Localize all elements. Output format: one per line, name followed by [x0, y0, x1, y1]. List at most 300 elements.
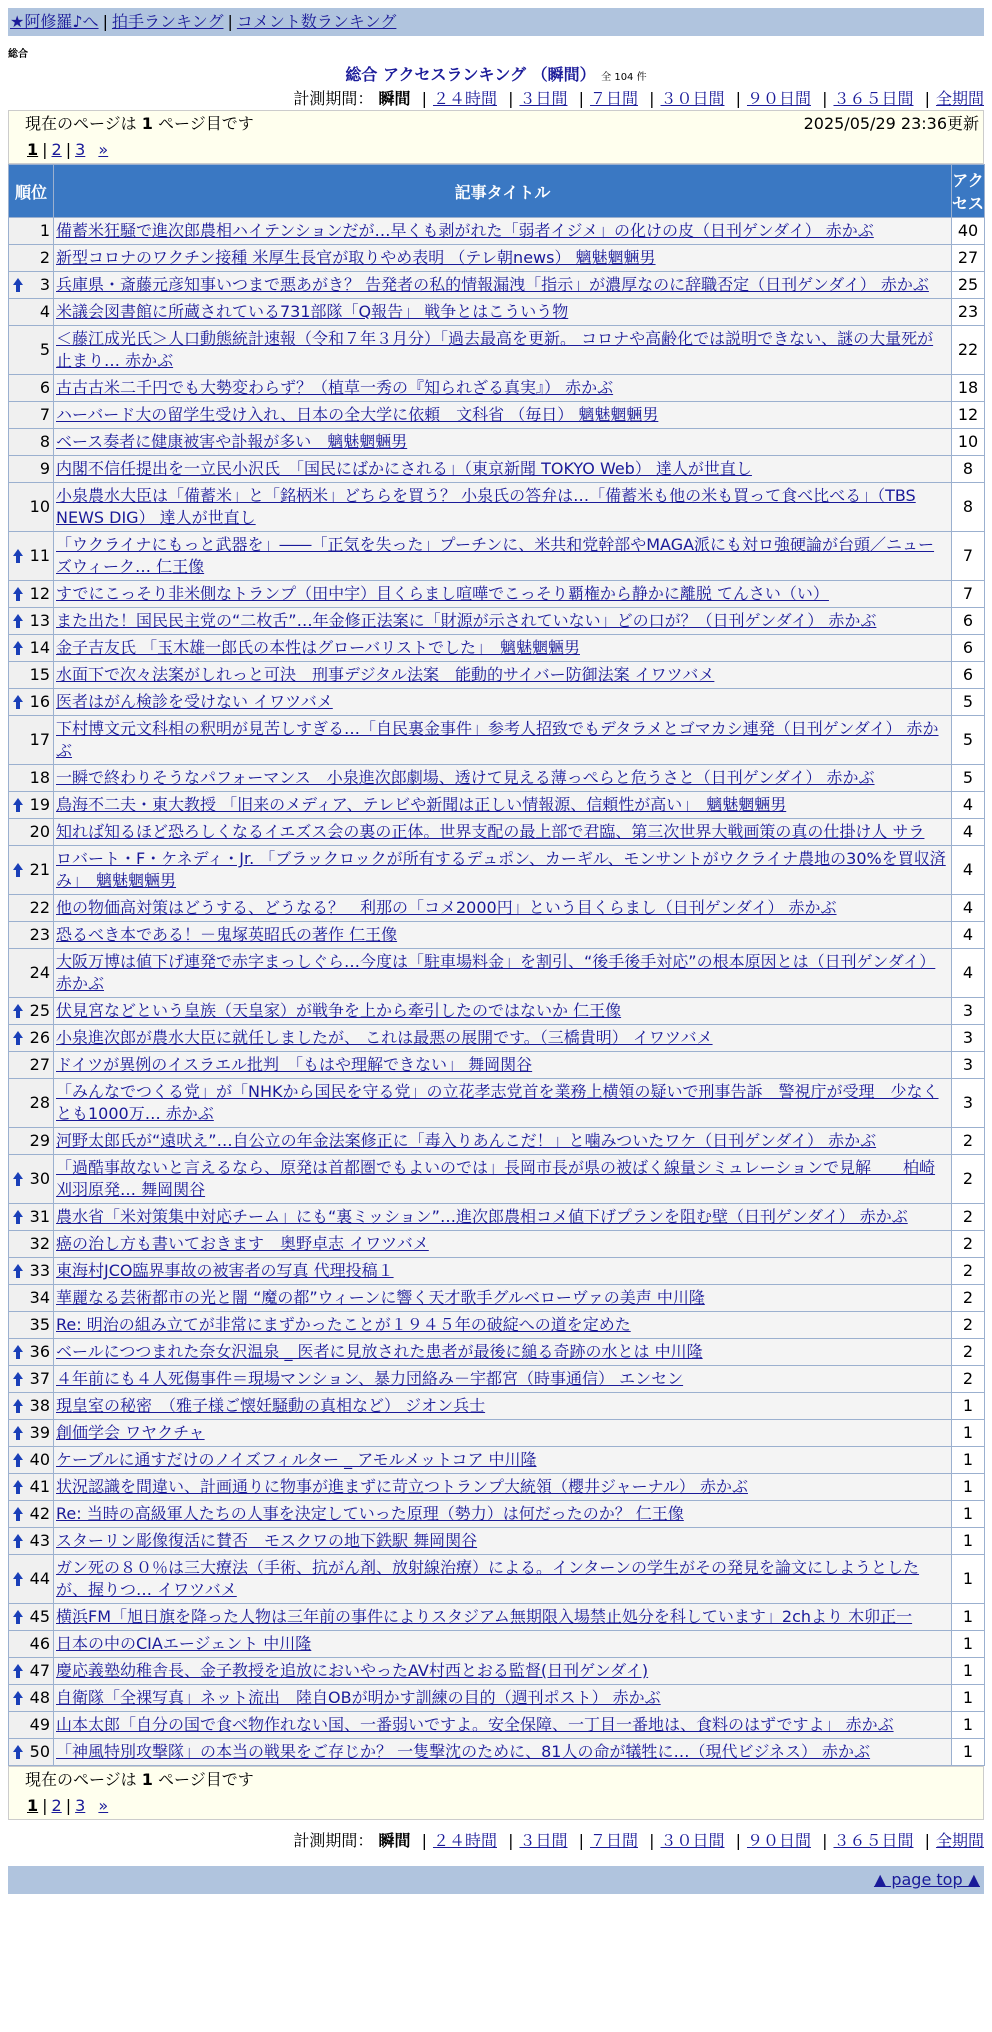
article-title-link[interactable]: 東海村JCO臨界事故の被害者の写真 代理投稿１ — [56, 1261, 394, 1280]
rank-number: 37 — [29, 1369, 50, 1388]
rank-cell — [9, 483, 54, 532]
table-row — [9, 1204, 985, 1231]
table-row — [9, 819, 985, 846]
rank-number: 5 — [39, 340, 50, 359]
table-header-row — [9, 165, 985, 218]
article-title-link[interactable]: 創価学会 ワヤクチャ — [56, 1423, 205, 1442]
rank-cell — [9, 1025, 54, 1052]
rank-up-arrow-icon — [12, 1030, 24, 1046]
title-cell — [54, 456, 952, 483]
article-title-link[interactable]: 恐るべき本である！－鬼塚英昭氏の著作 仁王像 — [56, 925, 398, 944]
title-cell — [54, 245, 952, 272]
article-title-link[interactable]: 農水省「米対策集中対応チーム」にも“裏ミッション”…進次郎農相コメ値下げプランを阻む壁（日刊ゲンダイ） 赤かぶ — [56, 1207, 908, 1226]
access-count: 2 — [952, 1155, 985, 1204]
title-cell — [54, 1079, 952, 1128]
period-current: 瞬間 — [378, 1831, 411, 1850]
period-separator: | — [578, 1831, 584, 1850]
rank-cell — [9, 1631, 54, 1658]
period-separator: | — [822, 89, 828, 108]
title-cell — [54, 299, 952, 326]
pager-current-number: 1 — [141, 1770, 153, 1789]
article-title-link[interactable]: 小泉進次郎が農水大臣に就任しましたが、 これは最悪の展開です。（三橋貴明） イワツバメ — [56, 1028, 713, 1047]
table-row — [9, 1312, 985, 1339]
article-title-link[interactable]: 「過酷事故ないと言えるなら、原発は首都圏でもよいのでは」長岡市長が県の被ばく線量シミュレーションで見解 柏崎刈羽原発… 舞岡関谷 — [56, 1158, 936, 1199]
table-row — [9, 429, 985, 456]
title-cell — [54, 1339, 952, 1366]
rank-number: 14 — [29, 638, 50, 657]
rank-number: 35 — [29, 1315, 50, 1334]
title-cell — [54, 1393, 952, 1420]
table-row — [9, 792, 985, 819]
period-365d-link[interactable]: ３６５日間 — [833, 89, 914, 108]
table-row — [9, 895, 985, 922]
access-count: 1 — [952, 1393, 985, 1420]
total-count: 全 104 件 — [601, 72, 647, 83]
article-title-link[interactable]: また出た！国民民主党の“二枚舌”…年金修正法案に「財源が示されていない」どの口が？（日刊ゲンダイ） 赤かぶ — [56, 611, 877, 630]
rank-up-arrow-icon — [12, 797, 24, 813]
access-count: 2 — [952, 1312, 985, 1339]
table-row — [9, 1631, 985, 1658]
rank-number: 1 — [39, 221, 50, 240]
period-label: 計測期間： — [293, 1831, 374, 1850]
pager-bottom — [8, 1766, 984, 1820]
article-title-link[interactable]: Re: 当時の高級軍人たちの人事を決定していった原理（勢力）は何だったのか？ 仁王像 — [56, 1504, 684, 1523]
table-row — [9, 1739, 985, 1766]
rank-number: 34 — [29, 1288, 50, 1307]
table-row — [9, 456, 985, 483]
rank-cell — [9, 1528, 54, 1555]
article-title-link[interactable]: 兵庫県・斎藤元彦知事いつまで悪あがき？ 告発者の私的情報漏洩「指示」が濃厚なのに辞職否定（日刊ゲンダイ） 赤かぶ — [56, 275, 929, 294]
access-count: 1 — [952, 1712, 985, 1739]
rank-up-arrow-icon — [12, 1344, 24, 1360]
rank-number: 45 — [29, 1607, 50, 1626]
table-row — [9, 922, 985, 949]
title-cell — [54, 1685, 952, 1712]
article-title-link[interactable]: 医者はがん検診を受けない イワツバメ — [56, 692, 333, 711]
title-cell — [54, 326, 952, 375]
article-title-link[interactable]: ケーブルに通すだけのノイズフィルター _ アモルメットコア 中川隆 — [56, 1450, 537, 1469]
rank-cell — [9, 245, 54, 272]
ranking-table — [8, 164, 985, 1766]
rank-number: 33 — [29, 1261, 50, 1280]
rank-cell — [9, 1155, 54, 1204]
table-row — [9, 1285, 985, 1312]
rank-up-arrow-icon — [12, 1425, 24, 1441]
period-current: 瞬間 — [378, 89, 411, 108]
access-count: 5 — [952, 716, 985, 765]
article-title-link[interactable]: ハーバード大の留学生受け入れ、日本の全大学に依頼 文科省 （毎日） 魑魅魍魎男 — [56, 405, 659, 424]
access-count: 2 — [952, 1285, 985, 1312]
period-separator: | — [924, 1831, 930, 1850]
rank-up-arrow-icon — [12, 1171, 24, 1187]
table-row — [9, 1474, 985, 1501]
rank-cell — [9, 1555, 54, 1604]
period-separator: | — [649, 89, 655, 108]
access-count: 1 — [952, 1528, 985, 1555]
rank-number: 23 — [29, 925, 50, 944]
pager-next-link[interactable]: » — [98, 1796, 109, 1815]
article-title-link[interactable]: 金子吉友氏 「玉木雄一郎氏の本性はグローバリストでした」 魑魅魍魎男 — [56, 638, 580, 657]
table-row — [9, 299, 985, 326]
rank-cell — [9, 1258, 54, 1285]
article-title-link[interactable]: Re: 明治の組み立てが非常にまずかったことが１９４５年の破綻への道を定めた — [56, 1315, 631, 1334]
access-count: 40 — [952, 218, 985, 245]
title-cell — [54, 429, 952, 456]
rank-number: 9 — [39, 459, 50, 478]
period-separator: | — [649, 1831, 655, 1850]
access-count: 4 — [952, 895, 985, 922]
table-row — [9, 998, 985, 1025]
article-title-link[interactable]: ４年前にも４人死傷事件＝現場マンション、暴力団絡み－宇都宮（時事通信） エンセン — [56, 1369, 684, 1388]
access-count: 3 — [952, 1025, 985, 1052]
rank-up-arrow-icon — [12, 1371, 24, 1387]
rank-up-arrow-icon — [12, 586, 24, 602]
table-row — [9, 716, 985, 765]
article-title-link[interactable]: 現皇室の秘密 （雅子様ご懐妊騒動の真相など） ジオン兵士 — [56, 1396, 486, 1415]
nav-separator: | — [102, 12, 108, 31]
access-count: 8 — [952, 483, 985, 532]
page-title-text: 総合 アクセスランキング （瞬間） — [345, 65, 596, 84]
rank-up-arrow-icon — [12, 1398, 24, 1414]
article-title-link[interactable]: ベールにつつまれた奈女沢温泉 _ 医者に見放された患者が最後に縋る奇跡の水とは 中川隆 — [56, 1342, 703, 1361]
rank-number: 18 — [29, 768, 50, 787]
article-title-link[interactable]: 備蓄米狂騒で進次郎農相ハイテンションだが…早くも剥がれた「弱者イジメ」の化けの皮（日刊ゲンダイ） 赤かぶ — [56, 221, 874, 240]
rank-number: 26 — [29, 1028, 50, 1047]
rank-cell — [9, 895, 54, 922]
applause-ranking-link[interactable]: 拍手ランキング — [111, 12, 224, 31]
table-row — [9, 532, 985, 581]
period-365d-link[interactable]: ３６５日間 — [833, 1831, 914, 1850]
title-cell — [54, 1366, 952, 1393]
rank-cell — [9, 532, 54, 581]
period-separator: | — [924, 89, 930, 108]
rank-number: 7 — [39, 405, 50, 424]
access-count: 18 — [952, 375, 985, 402]
column-header-title: 記事タイトル — [54, 165, 952, 218]
nav-separator: | — [227, 12, 233, 31]
access-count: 4 — [952, 949, 985, 998]
article-title-link[interactable]: 新型コロナのワクチン接種 米厚生長官が取りやめ表明 （テレ朝news） 魑魅魍魎男 — [56, 248, 656, 267]
article-title-link[interactable]: 知れば知るほど恐ろしくなるイエズス会の裏の正体。世界支配の最上部で君臨、第三次世界大戦画策の真の仕掛け人 サラ — [56, 822, 925, 841]
table-row — [9, 581, 985, 608]
period-7d-link[interactable]: ７日間 — [589, 89, 638, 108]
pager-status — [9, 1767, 983, 1793]
article-title-link[interactable]: 横浜FM「旭日旗を降った人物は三年前の事件によりスタジアム無期限入場禁止処分を科しています」2chより 木卯正一 — [56, 1607, 913, 1626]
access-count: 4 — [952, 922, 985, 949]
rank-number: 42 — [29, 1504, 50, 1523]
rank-number: 21 — [29, 860, 50, 879]
rank-up-arrow-icon — [12, 1663, 24, 1679]
rank-cell — [9, 1231, 54, 1258]
column-header-access: アクセス — [952, 165, 985, 218]
pager-page-2-link[interactable]: 2 — [51, 1796, 62, 1815]
table-row — [9, 272, 985, 299]
rank-cell — [9, 1312, 54, 1339]
table-row — [9, 245, 985, 272]
rank-cell — [9, 662, 54, 689]
table-row — [9, 608, 985, 635]
table-row — [9, 326, 985, 375]
rank-up-arrow-icon — [12, 1452, 24, 1468]
title-cell — [54, 1658, 952, 1685]
rank-cell — [9, 1501, 54, 1528]
rank-number: 36 — [29, 1342, 50, 1361]
period-3d-link[interactable]: ３日間 — [519, 89, 568, 108]
rank-up-arrow-icon — [12, 1533, 24, 1549]
title-cell — [54, 1312, 952, 1339]
pager-page-3-link[interactable]: 3 — [75, 1796, 86, 1815]
title-cell — [54, 1739, 952, 1766]
title-cell — [54, 1528, 952, 1555]
access-count: 22 — [952, 326, 985, 375]
rank-up-arrow-icon — [12, 640, 24, 656]
rank-cell — [9, 689, 54, 716]
article-title-link[interactable]: 古古古米二千円でも大勢変わらず？（植草一秀の『知られざる真実』） 赤かぶ — [56, 378, 614, 397]
rank-cell — [9, 949, 54, 998]
pager-page-2-link[interactable]: 2 — [51, 140, 62, 159]
rank-cell — [9, 299, 54, 326]
access-count: 5 — [952, 765, 985, 792]
table-row — [9, 1366, 985, 1393]
rank-number: 29 — [29, 1131, 50, 1150]
access-count: 6 — [952, 662, 985, 689]
article-title-link[interactable]: 華麗なる芸術都市の光と闇 “魔の都”ウィーンに響く天才歌手グルベローヴァの美声 中川隆 — [56, 1288, 705, 1307]
rank-number: 43 — [29, 1531, 50, 1550]
period-24h-link[interactable]: ２４時間 — [432, 89, 497, 108]
title-cell — [54, 581, 952, 608]
table-row — [9, 1339, 985, 1366]
period-24h-link[interactable]: ２４時間 — [432, 1831, 497, 1850]
access-count: 5 — [952, 689, 985, 716]
period-90d-link[interactable]: ９０日間 — [746, 1831, 811, 1850]
rank-up-arrow-icon — [12, 1609, 24, 1625]
access-count: 2 — [952, 1204, 985, 1231]
access-count: 6 — [952, 635, 985, 662]
article-title-link[interactable]: 「みんなでつくる党」が「NHKから国民を守る党」の立花孝志党首を業務上横領の疑いで刑事告訴 警視庁が受理 少なくとも1000万… 赤かぶ — [56, 1082, 939, 1123]
comment-ranking-link[interactable]: コメント数ランキング — [236, 12, 397, 31]
access-count: 1 — [952, 1555, 985, 1604]
title-cell — [54, 1052, 952, 1079]
home-link[interactable]: ★阿修羅♪へ — [10, 12, 99, 31]
period-30d-link[interactable]: ３０日間 — [660, 89, 725, 108]
rank-cell — [9, 1285, 54, 1312]
access-count: 1 — [952, 1658, 985, 1685]
rank-cell — [9, 218, 54, 245]
access-count: 12 — [952, 402, 985, 429]
article-title-link[interactable]: ロバート・F・ケネディ・Jr. 「ブラックロックが所有するデュポン、カーギル、モンサントがウクライナ農地の30%を買収済み」 魑魅魍魎男 — [56, 849, 946, 890]
period-30d-link[interactable]: ３０日間 — [660, 1831, 725, 1850]
rank-number: 39 — [29, 1423, 50, 1442]
title-cell — [54, 483, 952, 532]
period-3d-link[interactable]: ３日間 — [519, 1831, 568, 1850]
rank-cell — [9, 819, 54, 846]
rank-cell — [9, 1739, 54, 1766]
pager-text: ページ目です — [152, 114, 254, 133]
title-cell — [54, 1555, 952, 1604]
rank-cell — [9, 581, 54, 608]
rank-up-arrow-icon — [12, 1690, 24, 1706]
table-row — [9, 1604, 985, 1631]
rank-number: 22 — [29, 898, 50, 917]
access-count: 2 — [952, 1258, 985, 1285]
rank-cell — [9, 608, 54, 635]
access-count: 3 — [952, 1079, 985, 1128]
title-cell — [54, 895, 952, 922]
article-title-link[interactable]: 米議会図書館に所蔵されている731部隊「Q報告」 戦争とはこういう物 — [56, 302, 569, 321]
article-title-link[interactable]: 慶応義塾幼稚舎長、金子教授を追放においやったAV村西とおる監督(日刊ゲンダイ) — [56, 1661, 649, 1680]
rank-number: 38 — [29, 1396, 50, 1415]
rank-number: 16 — [29, 692, 50, 711]
period-all-link[interactable]: 全期間 — [935, 1831, 984, 1850]
article-title-link[interactable]: 状況認識を間違い、計画通りに物事が進まずに苛立つトランプ大統領（櫻井ジャーナル） 赤かぶ — [56, 1477, 748, 1496]
article-title-link[interactable]: 伏見宮などという皇族（天皇家）が戦争を上から牽引したのではないか 仁王像 — [56, 1001, 622, 1020]
title-cell — [54, 765, 952, 792]
access-count: 2 — [952, 1366, 985, 1393]
pager-separator: | — [65, 140, 72, 159]
rank-cell — [9, 1420, 54, 1447]
title-cell — [54, 1025, 952, 1052]
pager-status — [9, 111, 983, 137]
rank-number: 20 — [29, 822, 50, 841]
pager-next-link[interactable]: » — [98, 140, 109, 159]
article-title-link[interactable]: 下村博文元文科相の釈明が見苦しすぎる…「自民裏金事件」参考人招致でもデタラメとゴマカシ連発（日刊ゲンダイ） 赤かぶ — [56, 719, 939, 760]
title-cell — [54, 1501, 952, 1528]
access-count: 3 — [952, 998, 985, 1025]
period-all-link[interactable]: 全期間 — [935, 89, 984, 108]
pager-separator: | — [65, 1796, 72, 1815]
rank-cell — [9, 402, 54, 429]
title-cell — [54, 608, 952, 635]
title-cell — [54, 1285, 952, 1312]
title-cell — [54, 1258, 952, 1285]
rank-up-arrow-icon — [12, 1479, 24, 1495]
table-row — [9, 375, 985, 402]
pager-text: ページ目です — [152, 1770, 254, 1789]
article-title-link[interactable]: 内閣不信任提出を一立民小沢氏 「国民にばかにされる」（東京新聞 TOKYO Web） 達人が世直し — [56, 459, 752, 478]
table-row — [9, 1025, 985, 1052]
access-count: 23 — [952, 299, 985, 326]
table-row — [9, 483, 985, 532]
period-label: 計測期間： — [293, 89, 374, 108]
table-row — [9, 1420, 985, 1447]
pager-text: 現在のページは — [25, 114, 142, 133]
article-title-link[interactable]: 癌の治し方も書いておきます 奥野卓志 イワツバメ — [56, 1234, 429, 1253]
rank-cell — [9, 1128, 54, 1155]
rank-number: 30 — [29, 1169, 50, 1188]
article-title-link[interactable]: 「神風特別攻撃隊」の本当の戦果をご存じか？ 一隻撃沈のために、81人の命が犠牲に…（現代ビジネス） 赤かぶ — [56, 1742, 871, 1761]
access-count: 1 — [952, 1474, 985, 1501]
article-title-link[interactable]: 他の物価高対策はどうする、どうなる？ 利那の「コメ2000円」という目くらまし（日刊ゲンダイ） 赤かぶ — [56, 898, 837, 917]
title-cell — [54, 922, 952, 949]
column-header-rank: 順位 — [9, 165, 54, 218]
access-count: 2 — [952, 1231, 985, 1258]
article-title-link[interactable]: ドイツが異例のイスラエル批判 「もはや理解できない」 舞岡関谷 — [56, 1055, 533, 1074]
article-title-link[interactable]: 日本の中のCIAエージェント 中川隆 — [56, 1634, 312, 1653]
table-row — [9, 765, 985, 792]
access-count: 8 — [952, 456, 985, 483]
article-title-link[interactable]: 自衛隊「全裸写真」ネット流出 陸自OBが明かす訓練の目的（週刊ポスト） 赤かぶ — [56, 1688, 661, 1707]
rank-number: 27 — [29, 1055, 50, 1074]
period-separator: | — [735, 89, 741, 108]
rank-cell — [9, 1366, 54, 1393]
rank-number: 46 — [29, 1634, 50, 1653]
rank-cell — [9, 1658, 54, 1685]
rank-cell — [9, 716, 54, 765]
article-title-link[interactable]: 山本太郎「自分の国で食べ物作れない国、一番弱いですよ。安全保障、一丁目一番地は、食料のはずですよ」 赤かぶ — [56, 1715, 894, 1734]
article-title-link[interactable]: ガン死の８０％は三大療法（手術、抗がん剤、放射線治療）による。インターンの学生がその発見を論文にしようとしたが、握りつ… イワツバメ — [56, 1558, 920, 1599]
table-row — [9, 1258, 985, 1285]
pager-page-1-current: 1 — [27, 1796, 39, 1815]
rank-number: 44 — [29, 1569, 50, 1588]
table-row — [9, 1447, 985, 1474]
rank-up-arrow-icon — [12, 1263, 24, 1279]
updated-timestamp: 2025/05/29 23:36更新 — [803, 114, 979, 133]
page-title — [0, 62, 992, 85]
access-count: 2 — [952, 1128, 985, 1155]
rank-number: 24 — [29, 963, 50, 982]
article-title-link[interactable]: ベース奏者に健康被害や訃報が多い 魑魅魍魎男 — [56, 432, 408, 451]
title-cell — [54, 1155, 952, 1204]
period-90d-link[interactable]: ９０日間 — [746, 89, 811, 108]
rank-cell — [9, 1685, 54, 1712]
table-row — [9, 1555, 985, 1604]
rank-number: 3 — [39, 275, 50, 294]
pager-links — [9, 137, 983, 163]
article-title-link[interactable]: 鳥海不二夫・東大教授 「旧来のメディア、テレビや新聞は正しい情報源、信頼性が高い」 魑魅魍魎男 — [56, 795, 787, 814]
rank-up-arrow-icon — [12, 694, 24, 710]
article-title-link[interactable]: 一瞬で終わりそうなパフォーマンス 小泉進次郎劇場、透けて見える薄っぺらと危うさと（日刊ゲンダイ） 赤かぶ — [56, 768, 875, 787]
pager-page-1-current: 1 — [27, 140, 39, 159]
period-separator: | — [578, 89, 584, 108]
title-cell — [54, 689, 952, 716]
pager-text: 現在のページは — [25, 1770, 142, 1789]
rank-number: 4 — [39, 302, 50, 321]
access-count: 4 — [952, 792, 985, 819]
table-row — [9, 1052, 985, 1079]
rank-number: 10 — [29, 497, 50, 516]
rank-up-arrow-icon — [12, 1571, 24, 1587]
article-title-link[interactable]: 小泉農水大臣は「備蓄米」と「銘柄米」どちらを買う？ 小泉氏の答弁は…「備蓄米も他の米も買って食べ比べる」（TBS NEWS DIG） 達人が世直し — [56, 486, 916, 527]
table-row — [9, 1528, 985, 1555]
article-title-link[interactable]: 大阪万博は値下げ連発で赤字まっしぐら…今度は「駐車場料金」を割引、“後手後手対応”の根本原因とは（日刊ゲンダイ） 赤かぶ — [56, 952, 936, 993]
access-count: 7 — [952, 581, 985, 608]
rank-cell — [9, 1474, 54, 1501]
top-nav-bar — [8, 8, 984, 36]
table-row — [9, 1231, 985, 1258]
access-count: 1 — [952, 1447, 985, 1474]
table-row — [9, 1079, 985, 1128]
article-title-link[interactable]: すでにこっそり非米側なトランプ（田中宇）目くらまし喧嘩でこっそり覇権から静かに離脱 てんさい（い） — [56, 584, 829, 603]
article-title-link[interactable]: ＜藤江成光氏＞人口動態統計速報（令和７年３月分）「過去最高を更新。 コロナや高齢化では説明できない、謎の大量死が止まり… 赤かぶ — [56, 329, 934, 370]
rank-cell — [9, 1393, 54, 1420]
rank-cell — [9, 792, 54, 819]
article-title-link[interactable]: 河野太郎氏が“遠吠え”…自公立の年金法案修正に「毒入りあんこだ！」と噛みついたワケ（日刊ゲンダイ） 赤かぶ — [56, 1131, 877, 1150]
pager-page-3-link[interactable]: 3 — [75, 140, 86, 159]
rank-number: 2 — [39, 248, 50, 267]
article-title-link[interactable]: スターリン彫像復活に賛否 モスクワの地下鉄駅 舞岡関谷 — [56, 1531, 478, 1550]
page-top-link[interactable]: ▲ page top ▲ — [873, 1870, 980, 1889]
rank-cell — [9, 1079, 54, 1128]
rank-up-arrow-icon — [12, 1209, 24, 1225]
access-count: 2 — [952, 1339, 985, 1366]
period-7d-link[interactable]: ７日間 — [589, 1831, 638, 1850]
rank-up-arrow-icon — [12, 862, 24, 878]
rank-cell — [9, 272, 54, 299]
title-cell — [54, 1631, 952, 1658]
title-cell — [54, 716, 952, 765]
article-title-link[interactable]: 「ウクライナにもっと武器を」――「正気を失った」プーチンに、米共和党幹部やMAGA派にも対ロ強硬論が台頭／ニューズウィーク… 仁王像 — [56, 535, 935, 576]
article-title-link[interactable]: 水面下で次々法案がしれっと可決 刑事デジタル法案 能動的サイバー防御法案 イワツバメ — [56, 665, 715, 684]
